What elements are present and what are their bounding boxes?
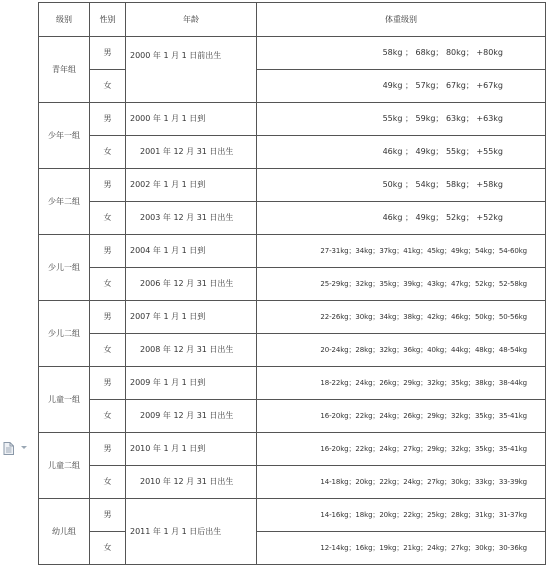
age-line: 2000 年 1 月 1 日到	[130, 114, 206, 123]
gender-cell: 女	[90, 70, 126, 103]
weight-cell: 55kg ； 59kg； 63kg； +63kg	[257, 103, 546, 136]
table-row	[39, 400, 546, 433]
table-row	[39, 235, 546, 268]
age-cell	[126, 499, 257, 565]
table-row	[39, 301, 546, 334]
gender-cell: 男	[90, 433, 126, 466]
gender-cell: 男	[90, 103, 126, 136]
table-row	[39, 334, 546, 367]
table-header-row	[39, 3, 546, 37]
age-line: 2002 年 1 月 1 日到	[130, 180, 206, 189]
weight-cell: 18-22kg；24kg；26kg；29kg；32kg；35kg；38kg；38-44kg	[257, 367, 546, 400]
age-cell	[126, 136, 257, 169]
header-weight: 体重级别	[257, 3, 546, 37]
gender-cell: 女	[90, 466, 126, 499]
age-cell	[126, 367, 257, 400]
age-cell	[126, 301, 257, 334]
table-row	[39, 136, 546, 169]
table-row	[39, 202, 546, 235]
age-cell	[126, 334, 257, 367]
table-row	[39, 499, 546, 532]
gender-cell: 男	[90, 235, 126, 268]
age-cell	[126, 202, 257, 235]
gender-cell: 女	[90, 268, 126, 301]
group-name: 少儿二组	[39, 301, 90, 367]
table-row	[39, 169, 546, 202]
group-name: 幼儿组	[39, 499, 90, 565]
age-line: 2010 年 1 月 1 日到	[130, 444, 206, 453]
table-row	[39, 532, 546, 565]
age-cell	[126, 37, 257, 103]
age-line: 2008 年 12 月 31 日出生	[140, 345, 234, 354]
header-gender: 性别	[90, 3, 126, 37]
gender-cell: 男	[90, 301, 126, 334]
weight-cell: 27-31kg；34kg；37kg；41kg；45kg；49kg；54kg；54-60kg	[257, 235, 546, 268]
group-name: 少儿一组	[39, 235, 90, 301]
group-name: 儿童二组	[39, 433, 90, 499]
gender-cell: 女	[90, 334, 126, 367]
gender-cell: 女	[90, 400, 126, 433]
table-row	[39, 70, 546, 103]
weight-cell: 46kg ； 49kg； 52kg； +52kg	[257, 202, 546, 235]
table-row	[39, 433, 546, 466]
table-row	[39, 466, 546, 499]
header-age: 年龄	[126, 3, 257, 37]
age-line: 2009 年 12 月 31 日出生	[140, 411, 234, 420]
age-line: 2000 年 1 月 1 日前出生	[130, 51, 222, 60]
weight-class-table	[38, 2, 546, 565]
gender-cell: 男	[90, 37, 126, 70]
age-line: 2003 年 12 月 31 日出生	[140, 213, 234, 222]
age-line: 2001 年 12 月 31 日出生	[140, 147, 234, 156]
age-line: 2009 年 1 月 1 日到	[130, 378, 206, 387]
gender-cell: 男	[90, 499, 126, 532]
age-cell	[126, 433, 257, 466]
gender-cell: 女	[90, 136, 126, 169]
document-icon[interactable]	[3, 442, 14, 455]
age-cell	[126, 103, 257, 136]
group-name: 儿童一组	[39, 367, 90, 433]
weight-cell: 12-14kg；16kg；19kg；21kg；24kg；27kg；30kg；30-36kg	[257, 532, 546, 565]
weight-cell: 20-24kg；28kg；32kg；36kg；40kg；44kg；48kg；48-54kg	[257, 334, 546, 367]
weight-cell: 22-26kg；30kg；34kg；38kg；42kg；46kg；50kg；50-56kg	[257, 301, 546, 334]
weight-cell: 49kg ； 57kg； 67kg； +67kg	[257, 70, 546, 103]
gender-cell: 男	[90, 367, 126, 400]
group-name: 青年组	[39, 37, 90, 103]
weight-cell: 46kg ； 49kg； 55kg； +55kg	[257, 136, 546, 169]
gender-cell: 男	[90, 169, 126, 202]
weight-cell: 58kg ； 68kg； 80kg； +80kg	[257, 37, 546, 70]
weight-cell: 14-16kg；18kg；20kg；22kg；25kg；28kg；31kg；31-37kg	[257, 499, 546, 532]
age-line: 2010 年 12 月 31 日出生	[140, 477, 234, 486]
weight-cell: 50kg ； 54kg； 58kg； +58kg	[257, 169, 546, 202]
age-cell	[126, 235, 257, 268]
table-row	[39, 103, 546, 136]
gender-cell: 女	[90, 532, 126, 565]
age-cell	[126, 268, 257, 301]
age-line: 2011 年 1 月 1 日后出生	[130, 526, 222, 536]
table-row	[39, 268, 546, 301]
group-name: 少年二组	[39, 169, 90, 235]
gender-cell: 女	[90, 202, 126, 235]
weight-class-table-container	[38, 2, 545, 565]
age-cell	[126, 400, 257, 433]
age-line: 2007 年 1 月 1 日到	[130, 312, 206, 321]
age-cell	[126, 466, 257, 499]
chevron-down-icon[interactable]	[21, 446, 27, 449]
table-row	[39, 367, 546, 400]
header-level: 级别	[39, 3, 90, 37]
age-cell	[126, 169, 257, 202]
table-row	[39, 37, 546, 70]
age-line: 2004 年 1 月 1 日到	[130, 246, 206, 255]
weight-cell: 16-20kg；22kg；24kg；27kg；29kg；32kg；35kg；35-41kg	[257, 433, 546, 466]
age-line: 2006 年 12 月 31 日出生	[140, 279, 234, 288]
weight-cell: 25-29kg；32kg；35kg；39kg；43kg；47kg；52kg；52-58kg	[257, 268, 546, 301]
weight-cell: 16-20kg；22kg；24kg；26kg；29kg；32kg；35kg；35-41kg	[257, 400, 546, 433]
weight-cell: 14-18kg；20kg；22kg；24kg；27kg；30kg；33kg；33-39kg	[257, 466, 546, 499]
group-name: 少年一组	[39, 103, 90, 169]
